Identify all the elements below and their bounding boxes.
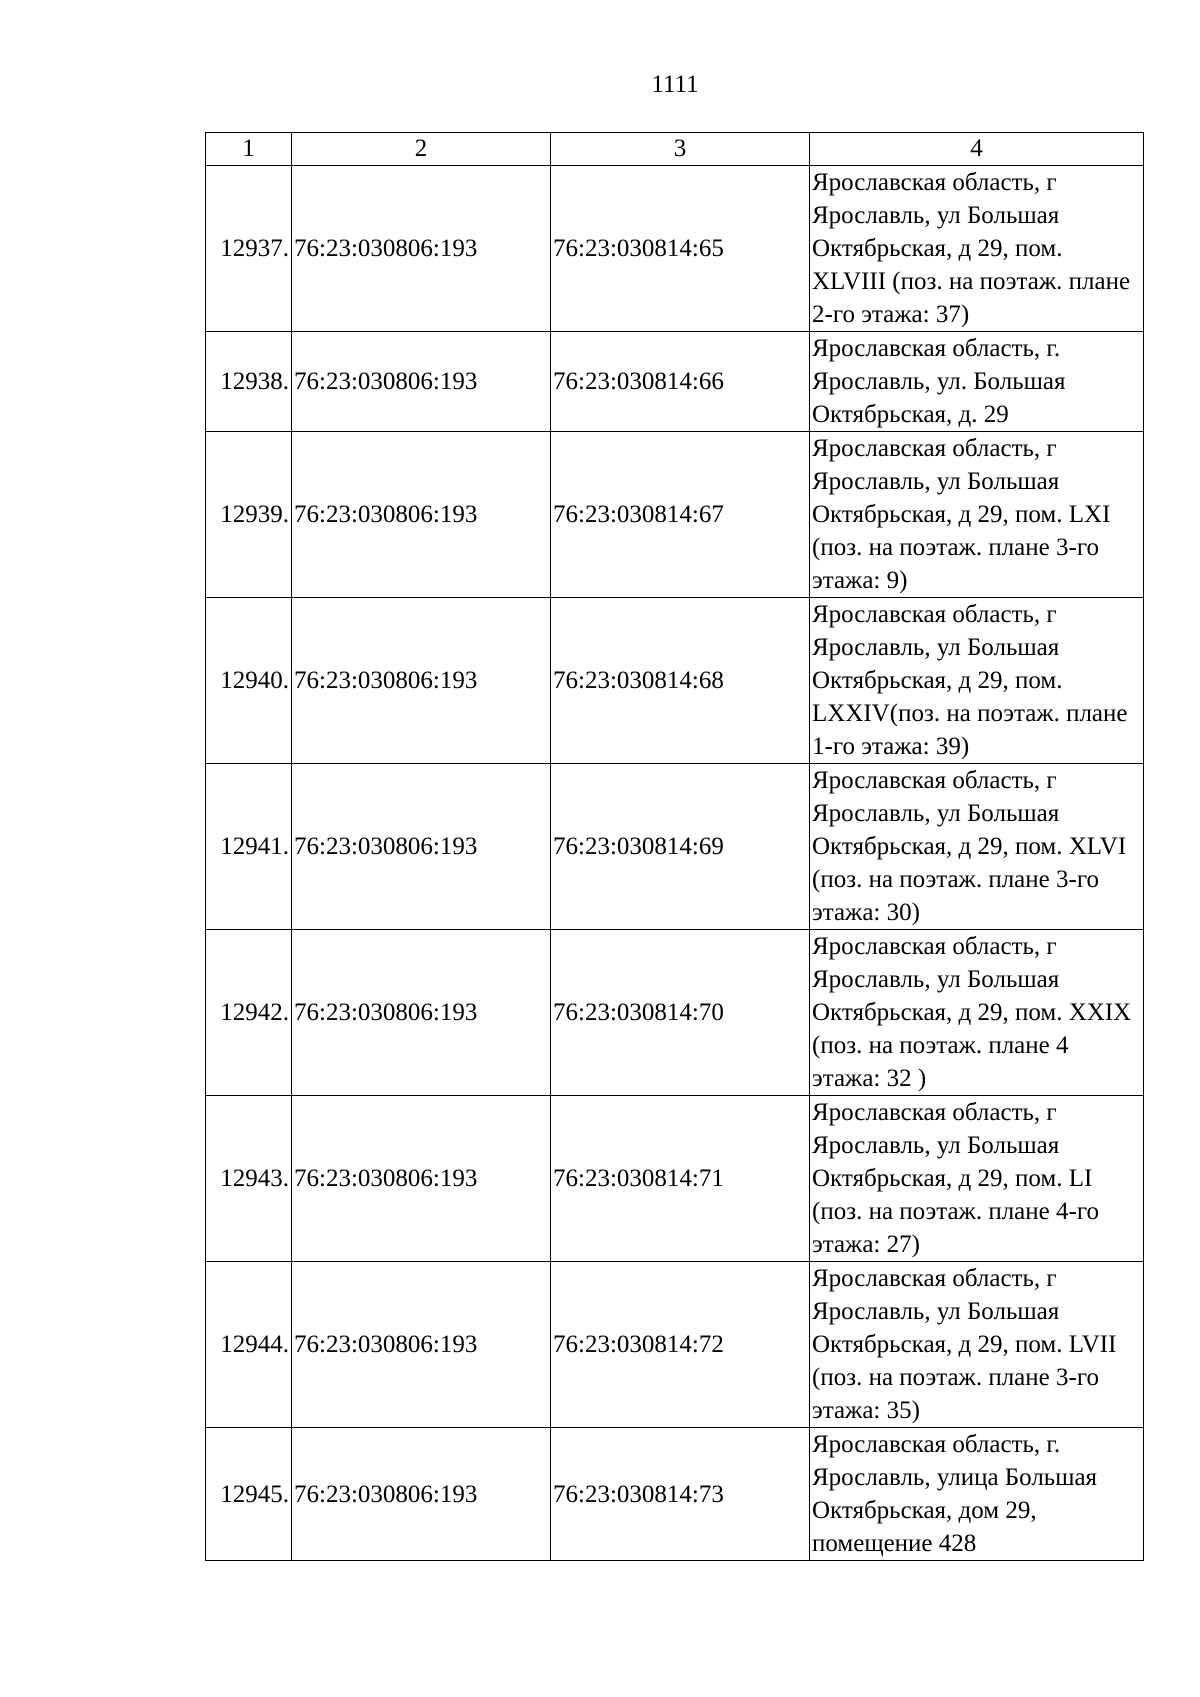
parent-cadastral-cell: 76:23:030806:193 — [292, 166, 551, 332]
table-row — [206, 764, 1144, 930]
cadastral-number-cell: 76:23:030814:69 — [551, 764, 810, 930]
column-header: 1 — [206, 133, 292, 166]
cadastral-number-cell: 76:23:030814:65 — [551, 166, 810, 332]
table-row — [206, 332, 1144, 432]
address-cell: Ярославская область, г Ярославль, ул Большая Октябрьская, д 29, пом. XLVI (поз. на поэтаж. плане 3-го этажа: 30) — [810, 764, 1144, 930]
table-row — [206, 1096, 1144, 1262]
registry-table — [205, 132, 1144, 1561]
cadastral-number-cell: 76:23:030814:70 — [551, 930, 810, 1096]
parent-cadastral-cell: 76:23:030806:193 — [292, 1262, 551, 1428]
parent-cadastral-cell: 76:23:030806:193 — [292, 764, 551, 930]
table-row — [206, 166, 1144, 332]
row-number-cell: 12937. — [206, 166, 292, 332]
cadastral-number-cell: 76:23:030814:73 — [551, 1428, 810, 1561]
parent-cadastral-cell: 76:23:030806:193 — [292, 598, 551, 764]
cadastral-number-cell: 76:23:030814:72 — [551, 1262, 810, 1428]
table-row — [206, 1262, 1144, 1428]
column-header: 3 — [551, 133, 810, 166]
address-cell: Ярославская область, г Ярославль, ул Большая Октябрьская, д 29, пом. XLVIII (поз. на поэтаж. плане 2-го этажа: 37) — [810, 166, 1144, 332]
row-number-cell: 12939. — [206, 432, 292, 598]
table-row — [206, 1428, 1144, 1561]
table-row — [206, 930, 1144, 1096]
column-header: 4 — [810, 133, 1144, 166]
cadastral-number-cell: 76:23:030814:67 — [551, 432, 810, 598]
parent-cadastral-cell: 76:23:030806:193 — [292, 1428, 551, 1561]
address-cell: Ярославская область, г Ярославль, ул Большая Октябрьская, д 29, пом. LXXIV(поз. на поэтаж. плане 1-го этажа: 39) — [810, 598, 1144, 764]
row-number-cell: 12940. — [206, 598, 292, 764]
row-number-cell: 12943. — [206, 1096, 292, 1262]
address-cell: Ярославская область, г Ярославль, ул Большая Октябрьская, д 29, пом. LXI (поз. на поэтаж. плане 3-го этажа: 9) — [810, 432, 1144, 598]
table-row — [206, 432, 1144, 598]
parent-cadastral-cell: 76:23:030806:193 — [292, 332, 551, 432]
column-header: 2 — [292, 133, 551, 166]
address-cell: Ярославская область, г Ярославль, ул Большая Октябрьская, д 29, пом. LVII (поз. на поэтаж. плане 3-го этажа: 35) — [810, 1262, 1144, 1428]
cadastral-number-cell: 76:23:030814:71 — [551, 1096, 810, 1262]
parent-cadastral-cell: 76:23:030806:193 — [292, 432, 551, 598]
row-number-cell: 12938. — [206, 332, 292, 432]
address-cell: Ярославская область, г. Ярославль, улица Большая Октябрьская, дом 29, помещение 428 — [810, 1428, 1144, 1561]
table-row — [206, 598, 1144, 764]
parent-cadastral-cell: 76:23:030806:193 — [292, 1096, 551, 1262]
page-number: 1111 — [651, 71, 699, 98]
address-cell: Ярославская область, г Ярославль, ул Большая Октябрьская, д 29, пом. LI (поз. на поэтаж. плане 4-го этажа: 27) — [810, 1096, 1144, 1262]
parent-cadastral-cell: 76:23:030806:193 — [292, 930, 551, 1096]
cadastral-number-cell: 76:23:030814:66 — [551, 332, 810, 432]
address-cell: Ярославская область, г Ярославль, ул Большая Октябрьская, д 29, пом. XXIX (поз. на поэтаж. плане 4 этажа: 32 ) — [810, 930, 1144, 1096]
row-number-cell: 12942. — [206, 930, 292, 1096]
cadastral-number-cell: 76:23:030814:68 — [551, 598, 810, 764]
row-number-cell: 12944. — [206, 1262, 292, 1428]
address-cell: Ярославская область, г. Ярославль, ул. Большая Октябрьская, д. 29 — [810, 332, 1144, 432]
table-header-row — [206, 133, 1144, 166]
row-number-cell: 12941. — [206, 764, 292, 930]
row-number-cell: 12945. — [206, 1428, 292, 1561]
